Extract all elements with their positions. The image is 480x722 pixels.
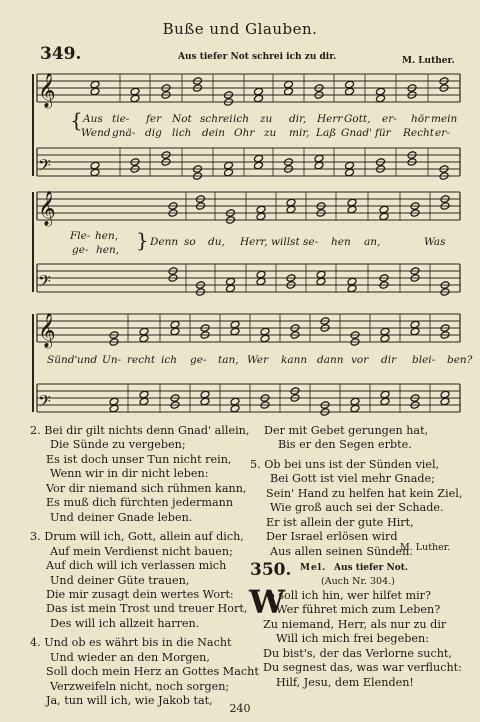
verse-4: 4. Und ob es währt bis in die Nacht Und wieder an den Morgen, Soll doch mein Herz an Gottes Macht Verzweifeln nicht, noch sorgen; Ja, tun will ich, wie Jakob tat, (30, 636, 259, 708)
note-head (139, 334, 149, 343)
lyric-syllable: dir, (289, 113, 307, 125)
lyric-syllable: zu (260, 113, 273, 125)
note-head (256, 270, 266, 279)
verses-right: Der mit Gebet gerungen hat, Bis er den Segen erbte. 5. Ob bei uns ist der Sünden viel, Bei Gott ist viel mehr Gnade; Sein' Hand zu helfen hat kein Ziel, Wie groß auch sei der Schade. Er ist allein der gute Hirt, Der Israel erlösen wird Aus allen seinen Sünden. (250, 424, 463, 558)
verse-5: 5. Ob bei uns ist der Sünden viel, Bei Gott ist viel mehr Gnade; Sein' Hand zu helfen hat kein Ziel, Wie groß auch sei der Schade. Er ist allein der gute Hirt, Der Israel erlösen wird Aus allen seinen Sünden. (250, 457, 463, 558)
note-head (440, 390, 450, 399)
lyric-brace: } (136, 228, 149, 252)
note-head (316, 270, 326, 279)
lyric-syllable: an, (364, 236, 381, 248)
note-head (139, 390, 149, 399)
note-head (410, 327, 420, 336)
lyric-syllable: vor (351, 354, 369, 366)
lyric-syllable: schrei (200, 113, 233, 125)
bass-clef: 𝄢 (38, 155, 51, 179)
lyric-syllable: hen (331, 236, 351, 248)
lyric-syllable: Herr, (240, 236, 268, 248)
lyric-syllable: hör (411, 113, 430, 125)
hymn-350-number: 350. (250, 560, 292, 580)
hymn-350-crossref: (Auch Nr. 304.) (321, 576, 395, 587)
verses-left (30, 424, 259, 709)
lyric-syllable: Sünd' (47, 354, 78, 366)
lyric-syllable: Gott, (344, 113, 371, 125)
note-head (230, 404, 240, 413)
bass-clef: 𝄢 (38, 271, 51, 295)
composer: M. Luther. (402, 56, 455, 66)
note-head (350, 404, 360, 413)
lyric-syllable: hen, (96, 244, 120, 256)
note-head (170, 327, 180, 336)
note-head (90, 168, 100, 177)
note-head (345, 87, 355, 96)
note-head (347, 277, 357, 286)
lyric-syllable: Denn (150, 236, 179, 248)
hymn-350-melody: Aus tiefer Not. (334, 563, 409, 573)
lyric-syllable: Was (424, 236, 446, 248)
note-head (90, 80, 100, 89)
note-head (109, 397, 119, 406)
lyric-syllable: er- (382, 113, 397, 125)
note-head (130, 94, 140, 103)
note-head (254, 87, 264, 96)
note-head (200, 397, 210, 406)
lyric-syllable: tan, (218, 354, 239, 366)
lyric-syllable: blei- (412, 354, 436, 366)
note-head (90, 161, 100, 170)
lyric-syllable: Gnad' (341, 127, 373, 139)
note-head (284, 87, 294, 96)
note-head (376, 94, 386, 103)
lyric-syllable: Aus (83, 113, 103, 125)
note-head (226, 284, 236, 293)
lyric-syllable: zu (264, 127, 277, 139)
verse-3: 3. Drum will ich, Gott, allein auf dich, Auf mein Verdienst nicht bauen; Auf dich will ich verlassen mich Und deiner Güte trauen, Die mir zusagt dein wertes Wort: Das ist mein Trost und treuer Hort, Des will ich allzeit harren. (30, 530, 248, 630)
lyric-syllable: ben? (447, 354, 473, 366)
note-head (260, 334, 270, 343)
lyric-syllable: Herr (317, 113, 343, 125)
verse5-author: M. Luther. (400, 542, 451, 553)
note-head (379, 212, 389, 221)
note-head (345, 168, 355, 177)
lyric-syllable: dein (202, 127, 226, 139)
hymn-number: 349. (40, 44, 82, 64)
note-head (256, 205, 266, 214)
lyric-syllable: Wend (81, 127, 111, 139)
hymn-350-text: o soll ich hin, wer hilfet mir? Wer führet mich zum Leben? Zu niemand, Herr, als nur zu dir Will ich mich frei begeben: Du bist's, der das Verlorne sucht, Du segnest das, was war verflucht: Hilf, Jesu, dem Elenden! (263, 589, 462, 689)
lyric-syllable: willst (271, 236, 300, 248)
lyric-syllable: du, (208, 236, 225, 248)
note-head (139, 397, 149, 406)
note-head (376, 87, 386, 96)
hymn-350-melody-prefix: Mel. (300, 563, 327, 573)
melody-title: Aus tiefer Not schrei ich zu dir. (178, 52, 337, 62)
lyric-syllable: Wer (247, 354, 269, 366)
page-number: 240 (229, 702, 251, 715)
lyric-syllable: lich (172, 127, 192, 139)
note-head (256, 277, 266, 286)
note-head (410, 320, 420, 329)
lyric-syllable: Un- (102, 354, 122, 366)
lyric-syllable: hen, (95, 230, 119, 242)
lyric-syllable: für (375, 127, 391, 139)
lyric-brace: { (70, 108, 83, 132)
note-head (130, 87, 140, 96)
note-head (109, 404, 119, 413)
verse-2: 2. Bei dir gilt nichts denn Gnad' allein, Die Sünde zu vergeben; Es ist doch unser Tun nicht rein, Wenn wir in dir nicht leben: Vor dir niemand sich rühmen kann, Es muß dich fürchten jedermann Und deiner Gnade leben. (30, 424, 250, 524)
lyric-syllable: Fle- (70, 230, 91, 242)
lyric-syllable: kann (281, 354, 308, 366)
note-head (139, 327, 149, 336)
note-head (314, 154, 324, 163)
dropcap-letter: W (249, 583, 285, 621)
lyric-syllable: mir, (289, 127, 310, 139)
lyric-syllable: und (77, 354, 98, 366)
note-head (286, 198, 296, 207)
note-head (380, 397, 390, 406)
note-head (254, 161, 264, 170)
lyric-syllable: gnä- (112, 127, 136, 139)
note-head (380, 390, 390, 399)
lyric-syllable: mein (431, 113, 458, 125)
note-head (350, 397, 360, 406)
note-head (316, 277, 326, 286)
note-head (347, 198, 357, 207)
note-head (345, 80, 355, 89)
note-head (347, 205, 357, 214)
note-head (200, 390, 210, 399)
note-head (254, 94, 264, 103)
lyric-syllable: Ohr (234, 127, 255, 139)
lyric-syllable: dir (381, 354, 397, 366)
lyric-syllable: tie- (112, 113, 130, 125)
note-head (230, 320, 240, 329)
lyric-syllable: Not (172, 113, 192, 125)
note-head (379, 205, 389, 214)
note-head (380, 334, 390, 343)
note-head (440, 397, 450, 406)
note-head (314, 161, 324, 170)
treble-clef: 𝄞 (38, 191, 56, 226)
lyric-syllable: Laß (316, 127, 337, 139)
lyric-syllable: fer (146, 113, 162, 125)
note-head (286, 205, 296, 214)
note-head (254, 154, 264, 163)
note-head (260, 327, 270, 336)
note-head (230, 397, 240, 406)
bass-clef: 𝄢 (38, 391, 51, 415)
note-head (90, 87, 100, 96)
note-head (347, 284, 357, 293)
section-title: Buße und Glauben. (162, 20, 318, 38)
lyric-syllable: Recht (403, 127, 434, 139)
treble-clef: 𝄞 (38, 313, 56, 348)
lyric-syllable: se- (303, 236, 319, 248)
lyric-syllable: ich (233, 113, 250, 125)
lyric-syllable: ge- (72, 244, 89, 256)
note-head (345, 161, 355, 170)
note-head (224, 168, 234, 177)
note-head (380, 327, 390, 336)
lyric-syllable: er- (435, 127, 450, 139)
lyric-syllable: ich (161, 354, 178, 366)
lyric-syllable: ge- (190, 354, 207, 366)
treble-clef: 𝄞 (38, 73, 56, 108)
lyric-syllable: so (184, 236, 196, 248)
note-head (230, 327, 240, 336)
lyric-syllable: recht (127, 354, 156, 366)
note-head (256, 212, 266, 221)
note-head (284, 80, 294, 89)
lyric-syllable: dig (145, 127, 162, 139)
note-head (226, 277, 236, 286)
lyric-syllable: dann (317, 354, 344, 366)
note-head (170, 320, 180, 329)
note-head (224, 161, 234, 170)
